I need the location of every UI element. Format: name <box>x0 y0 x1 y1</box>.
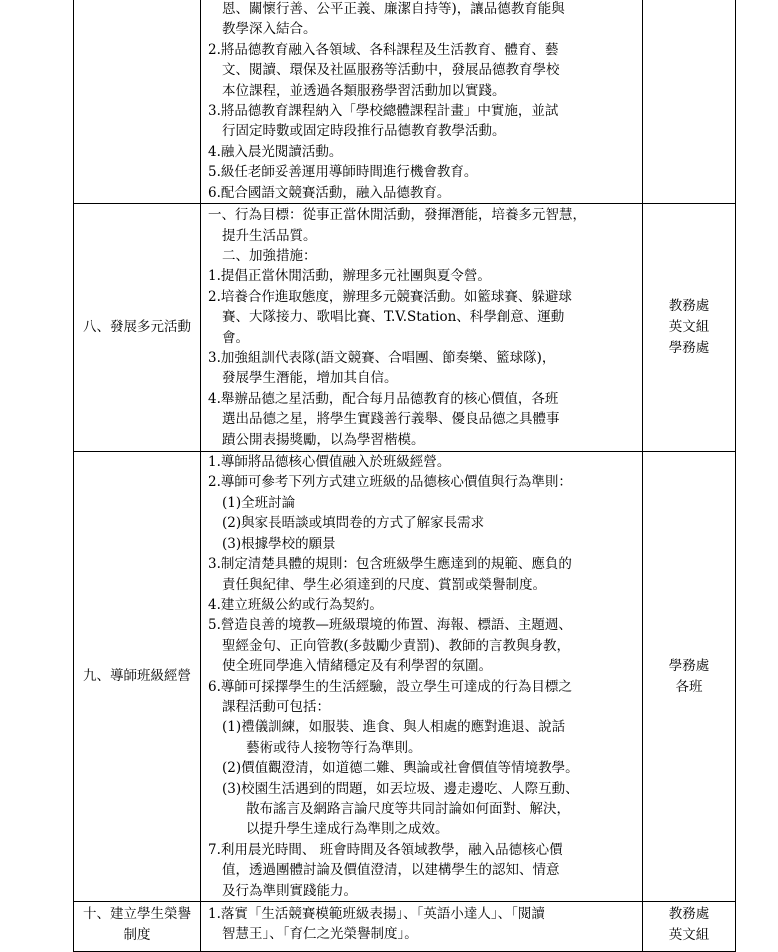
unit-name: 教務處 <box>668 298 710 315</box>
measure-line: 及行為準則實踐能力。 <box>222 882 357 899</box>
measure-line: 提升生活品質。 <box>222 227 317 244</box>
measure-line: 1.落實「生活競賽模範班級表揚」、「英語小達人」、「閱讀 <box>208 906 545 922</box>
measure-line: 恩、關懷行善、公平正義、廉潔自持等)，讓品德教育能與 <box>222 1 565 17</box>
measure-line: 藝術或待人接物等行為準則。 <box>246 739 422 756</box>
measure-line: 3.制定清楚具體的規則：包含班級學生應達到的規範、應負的 <box>208 556 572 573</box>
item-title: 八、發展多元活動 <box>83 319 191 336</box>
table-row <box>74 902 736 952</box>
measure-line: 4.舉辦品德之星活動，配合每月品德教育的核心價值，各班 <box>208 390 559 407</box>
measure-line: (1)全班討論 <box>222 494 296 511</box>
measure-line: (1)禮儀訓練，如服裝、進食、與人相處的應對進退、說話 <box>222 719 566 736</box>
measure-line: 7.利用晨光時間、 班會時間及各領域教學，融入品德核心價 <box>208 841 563 858</box>
unit-name: 英文組 <box>668 927 710 943</box>
measure-line: 選出品德之星，將學生實踐善行義舉、優良品德之具體事 <box>222 411 560 428</box>
plan-table <box>73 0 736 952</box>
table-row <box>74 204 736 452</box>
item-cell <box>74 0 201 204</box>
unit-cell <box>643 204 736 452</box>
measures-cell <box>201 902 643 952</box>
measure-line: 發展學生潛能，增加其自信。 <box>222 370 398 387</box>
measures-cell <box>201 204 643 452</box>
measure-line: 3.加強組訓代表隊(語文競賽、合唱團、節奏樂、籃球隊)， <box>208 349 556 366</box>
item-cell <box>74 452 201 902</box>
measure-line: 二、加強措施： <box>222 247 317 264</box>
measure-line: 6.配合國語文競賽活動，融入品德教育。 <box>208 184 451 201</box>
measure-line: 3.將品德教育課程納入「學校總體課程計畫」中實施，並試 <box>208 103 559 120</box>
measure-line: 以提升學生達成行為準則之成效。 <box>246 821 449 838</box>
item-title: 十、建立學生榮譽制度 <box>83 906 191 943</box>
measure-line: 5.級任老師妥善運用導師時間進行機會教育。 <box>208 164 478 181</box>
measures-cell <box>201 452 643 902</box>
measure-line: (3)根據學校的願景 <box>222 535 336 552</box>
measure-line: 散布謠言及網路言論尺度等共同討論如何面對、解決， <box>246 800 570 817</box>
measures-cell <box>201 0 643 204</box>
measure-line: 2.將品德教育融入各領域、各科課程及生活教育、體育、藝 <box>208 41 559 58</box>
measure-line: 使全班同學進入情緒穩定及有利學習的氛圍。 <box>222 658 492 675</box>
measure-line: 2.導師可參考下列方式建立班級的品德核心價值與行為準則： <box>208 474 572 491</box>
measure-line: 4.融入晨光閱讀活動。 <box>208 143 343 160</box>
unit-name: 英文組 <box>668 319 710 336</box>
measure-line: 會。 <box>222 329 249 346</box>
unit-name: 各班 <box>675 678 703 695</box>
measure-line: 1.導師將品德核心價值融入於班級經營。 <box>208 454 451 471</box>
unit-cell <box>643 0 736 204</box>
measure-line: 教學深入結合。 <box>222 21 317 38</box>
measure-line: 4.建立班級公約或行為契約。 <box>208 596 383 613</box>
unit-cell <box>643 902 736 952</box>
measure-line: 聖經金句、正向管教(多鼓勵少責罰)、教師的言教與身教， <box>222 637 571 654</box>
measure-line: 一、行為目標：從事正當休閒活動，發揮潛能，培養多元智慧， <box>208 207 586 224</box>
plan-table-body <box>74 0 736 952</box>
measure-line: 文、閱讀、環保及社區服務等活動中，發展品德教育學校 <box>222 62 560 79</box>
table-row <box>74 0 736 204</box>
item-cell <box>74 204 201 452</box>
unit-name: 學務處 <box>668 340 710 357</box>
measure-line: (2)與家長晤談或填問卷的方式了解家長需求 <box>222 515 485 532</box>
measure-line: 6.導師可採擇學生的生活經驗，設立學生可達成的行為目標之 <box>208 678 572 695</box>
measure-line: (2)價值觀澄清，如道德二難、輿論或社會價值等情境教學。 <box>222 760 579 777</box>
measure-line: 行固定時數或固定時段推行品德教育教學活動。 <box>222 123 506 140</box>
unit-name: 學務處 <box>668 657 710 674</box>
measure-line: 責任與紀律、學生必須達到的尺度、賞罰或榮譽制度。 <box>222 576 546 593</box>
unit-name: 教務處 <box>668 906 710 922</box>
unit-cell <box>643 452 736 902</box>
table-row <box>74 452 736 902</box>
measure-line: 5.營造良善的境教—班級環境的佈置、海報、標語、主題週、 <box>208 617 572 634</box>
measure-line: 1.提倡正當休閒活動，辦理多元社團與夏令營。 <box>208 268 491 285</box>
measure-line: 本位課程，並透過各類服務學習活動加以實踐。 <box>222 82 506 99</box>
measure-line: (3)校園生活遇到的問題，如丟垃圾、邊走邊吃、人際互動、 <box>222 780 579 797</box>
measure-line: 賽、大隊接力、歌唱比賽、T.V.Station、科學創意、運動 <box>222 309 565 326</box>
measure-line: 智慧王」、「育仁之光榮譽制度」。 <box>222 926 418 943</box>
measure-line: 課程活動可包括： <box>222 698 330 715</box>
item-title: 九、導師班級經營 <box>83 668 191 685</box>
measure-line: 2.培養合作進取態度，辦理多元競賽活動。如籃球賽、躲避球 <box>208 288 572 305</box>
measure-line: 蹟公開表揚獎勵，以為學習楷模。 <box>222 431 425 448</box>
item-cell <box>74 902 201 952</box>
measure-line: 值，透過團體討論及價值澄清，以建構學生的認知、情意 <box>222 862 560 879</box>
